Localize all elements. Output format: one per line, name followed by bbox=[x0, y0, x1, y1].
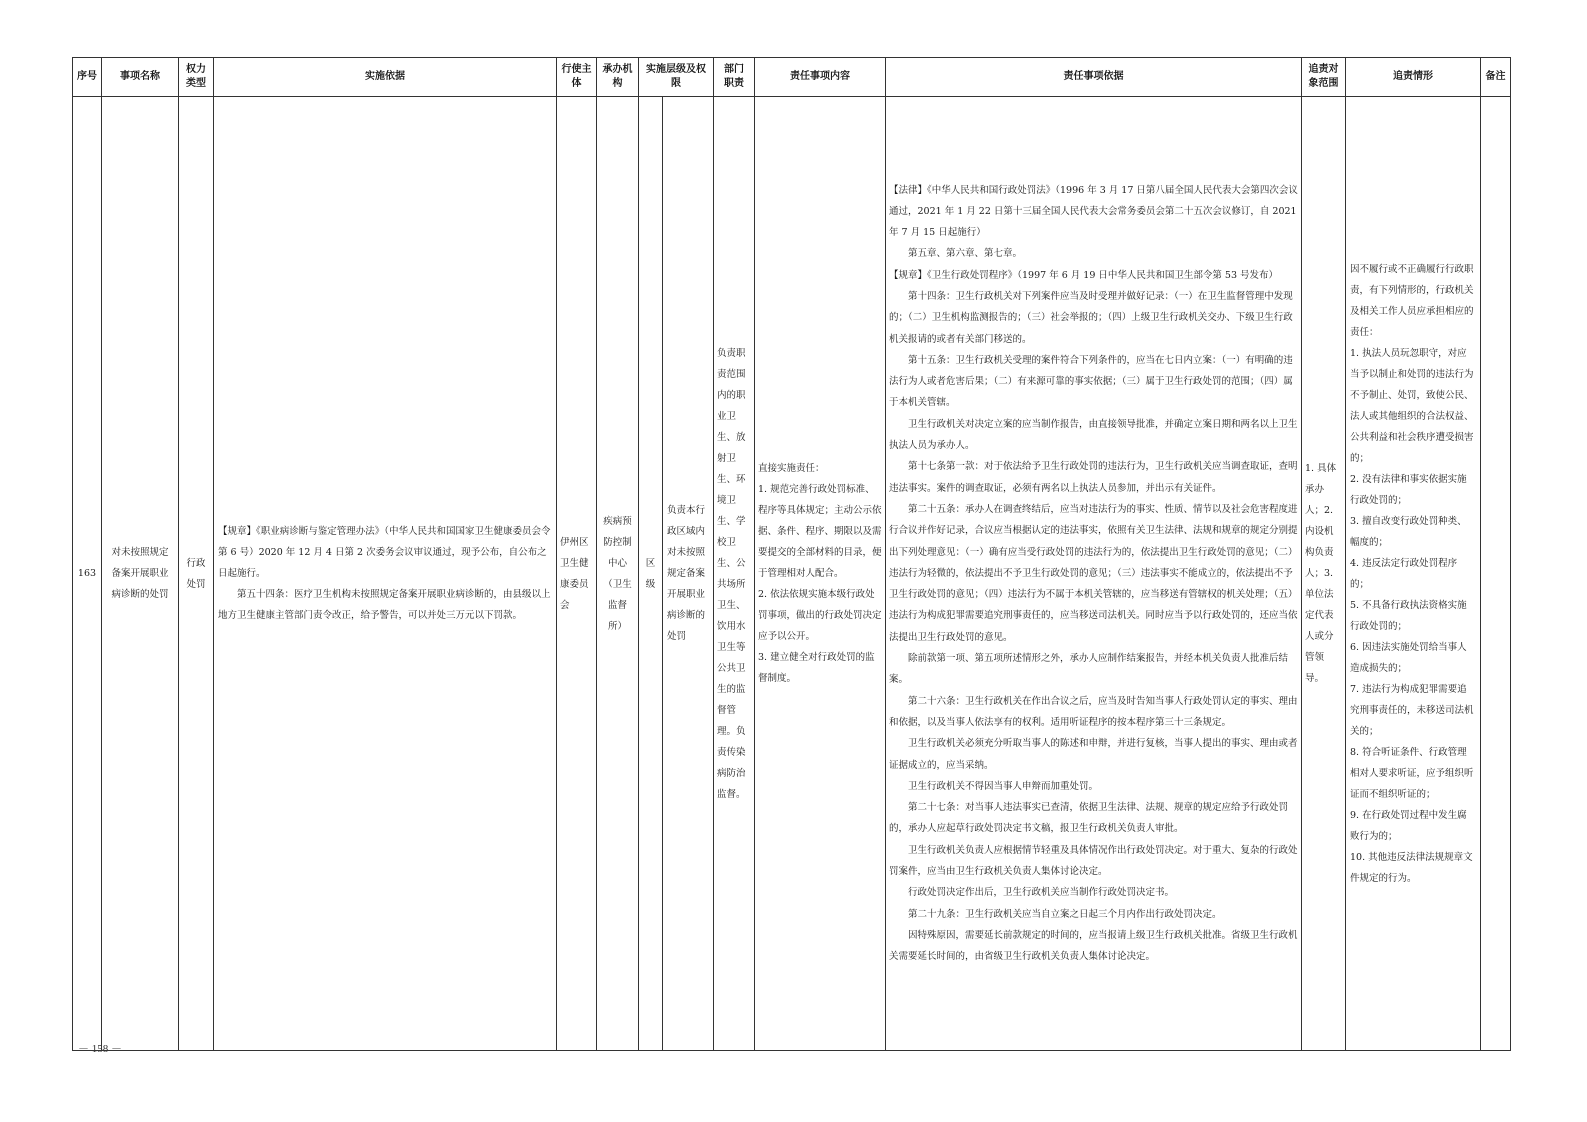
header-subject: 行使主体 bbox=[557, 58, 597, 97]
table-row bbox=[73, 97, 1511, 1051]
basis-paragraph-1: 【规章】《职业病诊断与鉴定管理办法》（中华人民共和国国家卫生健康委员会令第 6 号）2020 年 12 月 4 日第 2 次委务会议审议通过，现予公布，自公布之日起施行。 bbox=[218, 526, 551, 579]
cell-item: 对未按照规定备案开展职业病诊断的处罚 bbox=[102, 97, 179, 1051]
header-row bbox=[73, 58, 1511, 97]
case-item: 4. 违反法定行政处罚程序的； bbox=[1350, 557, 1458, 590]
cell-level: 区级 bbox=[639, 97, 663, 1051]
cell-agency: 疾病预防控制中心（卫生监督所） bbox=[597, 97, 639, 1051]
resp-basis-paragraph: 第二十七条：对当事人违法事实已查清，依据卫生法律、法规、规章的规定应给予行政处罚的，承办人应起草行政处罚决定书文稿，报卫生行政机关负责人审批。 bbox=[889, 802, 1289, 835]
cell-resp-basis bbox=[886, 97, 1302, 1051]
resp-basis-paragraph: 【法律】《中华人民共和国行政处罚法》（1996 年 3 月 17 日第八届全国人民代表大会第四次会议通过，2021 年 1 月 22 日第十三届全国人民代表大会常务委员会第二十五次会议修订，自 2021 年 7 月 15 日起施行） bbox=[889, 184, 1298, 239]
header-no: 序号 bbox=[73, 58, 102, 97]
cell-no: 163 bbox=[73, 97, 102, 1051]
resp-basis-paragraph: 卫生行政机关不得因当事人申辩而加重处罚。 bbox=[908, 780, 1099, 792]
header-note: 备注 bbox=[1481, 58, 1511, 97]
case-item: 1. 执法人员玩忽职守，对应当予以制止和处罚的违法行为不予制止、处罚，致使公民、法人或其他组织的合法权益、公共利益和社会秩序遭受损害的； bbox=[1350, 347, 1474, 464]
resp-basis-paragraph: 因特殊原因，需要延长前款规定的时间的，应当报请上级卫生行政机关批准。省级卫生行政机关需要延长时间的，由省级卫生行政机关负责人集体讨论决定。 bbox=[889, 929, 1298, 963]
case-item: 3. 擅自改变行政处罚种类、幅度的； bbox=[1350, 515, 1467, 548]
header-content: 责任事项内容 bbox=[755, 58, 886, 97]
document-sheet bbox=[72, 57, 1510, 1051]
resp-basis-paragraph: 第二十九条：卫生行政机关应当自立案之日起三个月内作出行政处罚决定。 bbox=[908, 908, 1222, 920]
resp-basis-paragraph: 第二十五条：承办人在调查终结后，应当对违法行为的事实、性质、情节以及社会危害程度进行合议并作好记录，合议应当根据认定的违法事实，依照有关卫生法律、法规和规章的规定分别提出下列处理意见：（一）确有应当受行政处罚的违法行为的，依法提出卫生行政处罚的意见；（二）违法行为轻微的，依法提出不予卫生行政处罚的意见；（三）违法事实不能成立的，依法提出不予卫生行政处罚的意见；（四）违法行为不属于本机关管辖的，应当移送有管辖权的机关处理；（五）违法行为构成犯罪需要追究刑事责任的，应当移送司法机关。同时应当予以行政处罚的，还应当依法提出卫生行政处罚的意见。 bbox=[889, 503, 1298, 643]
case-item: 7. 违法行为构成犯罪需要追究刑事责任的，未移送司法机关的； bbox=[1350, 683, 1474, 737]
cell-basis bbox=[214, 97, 557, 1051]
resp-basis-paragraph: 第二十六条：卫生行政机关在作出合议之后，应当及时告知当事人行政处罚认定的事实、理由和依据，以及当事人依法享有的权利。适用听证程序的按本程序第三十三条规定。 bbox=[889, 695, 1298, 728]
content-line-2: 1. 规范完善行政处罚标准、程序等具体规定；主动公示依据、条件、程序、期限以及需要提交的全部材料的目录，便于管理相对人配合。 bbox=[758, 484, 882, 579]
content-line-4: 3. 建立健全对行政处罚的监督制度。 bbox=[758, 652, 875, 684]
header-scope: 追责对象范围 bbox=[1302, 58, 1346, 97]
resp-basis-paragraph: 【规章】《卫生行政处罚程序》（1997 年 6 月 19 日中华人民共和国卫生部令第 53 号发布） bbox=[889, 269, 1279, 281]
resp-basis-paragraph: 行政处罚决定作出后，卫生行政机关应当制作行政处罚决定书。 bbox=[908, 887, 1175, 899]
header-cases: 追责情形 bbox=[1346, 58, 1481, 97]
content-line-3: 2. 依法依规实施本级行政处罚事项，做出的行政处罚决定应予以公开。 bbox=[758, 589, 882, 642]
resp-basis-paragraph: 卫生行政机关对决定立案的应当制作报告，由直接领导批准，并确定立案日期和两名以上卫生执法人员为承办人。 bbox=[889, 418, 1298, 452]
case-item: 9. 在行政处罚过程中发生腐败行为的； bbox=[1350, 809, 1467, 842]
resp-basis-paragraph: 第五章、第六章、第七章。 bbox=[908, 248, 1023, 260]
cell-note bbox=[1481, 97, 1511, 1051]
header-power: 权力类型 bbox=[179, 58, 214, 97]
resp-basis-paragraph: 第十七条第一款：对于依法给予卫生行政处罚的违法行为，卫生行政机关应当调查取证，查明违法事实。案件的调查取证，必须有两名以上执法人员参加，并出示有关证件。 bbox=[889, 461, 1298, 494]
cell-authority: 负责本行政区域内对未按照规定备案开展职业病诊断的处罚 bbox=[663, 97, 714, 1051]
page-number: － 158 － bbox=[78, 1043, 122, 1055]
header-resp-basis: 责任事项依据 bbox=[886, 58, 1302, 97]
header-level: 实施层级及权限 bbox=[639, 58, 714, 97]
case-item: 因不履行或不正确履行行政职责，有下列情形的，行政机关及相关工作人员应承担相应的责任： bbox=[1350, 263, 1474, 338]
basis-paragraph-2: 第五十四条：医疗卫生机构未按照规定备案开展职业病诊断的，由县级以上地方卫生健康主管部门责令改正，给予警告，可以并处三万元以下罚款。 bbox=[218, 589, 551, 621]
header-agency: 承办机构 bbox=[597, 58, 639, 97]
header-duty: 部门职责 bbox=[714, 58, 755, 97]
cell-duty: 负责职责范围内的职业卫生、放射卫生、环境卫生、学校卫生、公共场所卫生、饮用水卫生等公共卫生的监督管理。负责传染病防治监督。 bbox=[714, 97, 755, 1051]
cell-content bbox=[755, 97, 886, 1051]
content-line-1: 直接实施责任： bbox=[758, 463, 825, 474]
case-item: 6. 因违法实施处罚给当事人造成损失的； bbox=[1350, 641, 1467, 674]
cell-subject: 伊州区卫生健康委员会 bbox=[557, 97, 597, 1051]
resp-basis-paragraph: 卫生行政机关必须充分听取当事人的陈述和申辩，并进行复核，当事人提出的事实、理由或者证据成立的，应当采纳。 bbox=[889, 738, 1298, 771]
responsibility-table bbox=[72, 57, 1511, 1051]
cell-cases bbox=[1346, 97, 1481, 1051]
resp-basis-paragraph: 卫生行政机关负责人应根据情节轻重及具体情况作出行政处罚决定。对于重大、复杂的行政处罚案件，应当由卫生行政机关负责人集体讨论决定。 bbox=[889, 844, 1298, 877]
cell-scope: 1. 具体承办人；2. 内设机构负责人；3. 单位法定代表人或分管领导。 bbox=[1302, 97, 1346, 1051]
case-item: 5. 不具备行政执法资格实施行政处罚的； bbox=[1350, 599, 1467, 632]
resp-basis-paragraph: 第十四条：卫生行政机关对下列案件应当及时受理并做好记录：（一）在卫生监督管理中发现的；（二）卫生机构监测报告的；（三）社会举报的；（四）上级卫生行政机关交办、下级卫生行政机关报请的或者有关部门移送的。 bbox=[889, 290, 1293, 345]
case-item: 8. 符合听证条件、行政管理相对人要求听证，应予组织听证而不组织听证的； bbox=[1350, 746, 1474, 800]
resp-basis-paragraph: 第十五条：卫生行政机关受理的案件符合下列条件的，应当在七日内立案：（一）有明确的违法行为人或者危害后果；（二）有来源可靠的事实依据；（三）属于卫生行政处罚的范围；（四）属于本机关管辖。 bbox=[889, 354, 1293, 409]
header-basis: 实施依据 bbox=[214, 58, 557, 97]
case-item: 10. 其他违反法律法规规章文件规定的行为。 bbox=[1350, 851, 1473, 884]
header-item: 事项名称 bbox=[102, 58, 179, 97]
case-item: 2. 没有法律和事实依据实施行政处罚的； bbox=[1350, 473, 1467, 506]
resp-basis-paragraph: 除前款第一项、第五项所述情形之外，承办人应制作结案报告，并经本机关负责人批准后结案。 bbox=[889, 653, 1289, 686]
cell-power: 行政处罚 bbox=[179, 97, 214, 1051]
